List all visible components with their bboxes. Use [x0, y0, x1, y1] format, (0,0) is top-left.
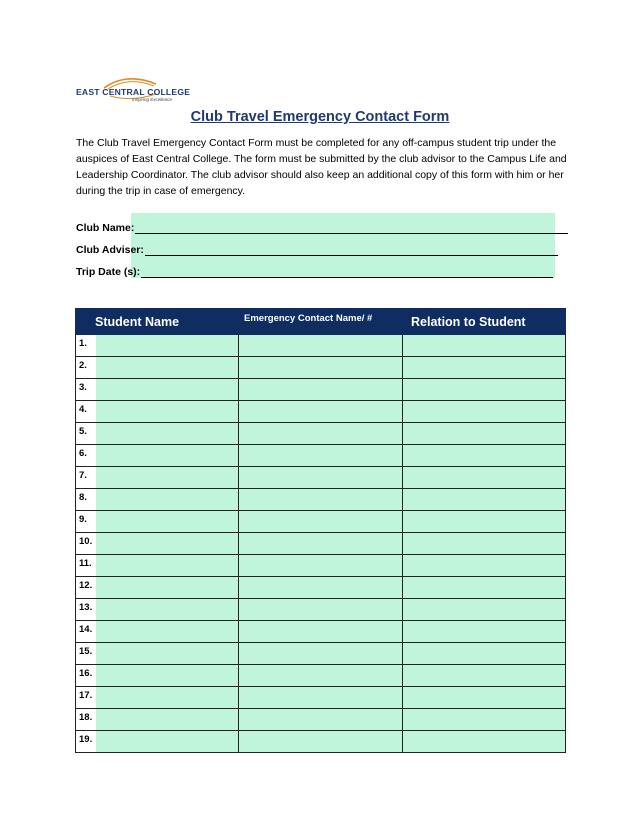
table-row: [76, 621, 565, 643]
relation-cell[interactable]: [403, 533, 565, 554]
student-name-cell[interactable]: [76, 731, 239, 752]
row-number: 5.: [76, 423, 96, 444]
table-row: [76, 533, 565, 555]
emergency-contact-cell[interactable]: [239, 445, 403, 466]
student-name-cell[interactable]: [76, 643, 239, 664]
student-name-input[interactable]: [96, 423, 238, 444]
table-row: [76, 731, 565, 753]
student-name-input[interactable]: [96, 643, 238, 664]
student-name-input[interactable]: [96, 335, 238, 356]
relation-cell[interactable]: [403, 731, 565, 752]
row-number: 6.: [76, 445, 96, 466]
table-row: [76, 687, 565, 709]
student-name-input[interactable]: [96, 401, 238, 422]
student-name-input[interactable]: [96, 621, 238, 642]
relation-cell[interactable]: [403, 335, 565, 356]
emergency-contact-cell[interactable]: [239, 335, 403, 356]
student-name-input[interactable]: [96, 709, 238, 730]
student-name-input[interactable]: [96, 511, 238, 532]
row-number: 7.: [76, 467, 96, 488]
row-number: 18.: [76, 709, 96, 730]
student-name-input[interactable]: [96, 357, 238, 378]
row-number: 3.: [76, 379, 96, 400]
relation-cell[interactable]: [403, 401, 565, 422]
row-number: 15.: [76, 643, 96, 664]
emergency-contact-cell[interactable]: [239, 731, 403, 752]
emergency-contact-cell[interactable]: [239, 555, 403, 576]
emergency-contact-cell[interactable]: [239, 709, 403, 730]
student-name-input[interactable]: [96, 665, 238, 686]
table-row: [76, 555, 565, 577]
contact-table: [75, 308, 566, 753]
form-title: Club Travel Emergency Contact Form: [190, 109, 450, 125]
table-row: [76, 401, 565, 423]
table-row: [76, 665, 565, 687]
student-name-cell[interactable]: [76, 577, 239, 598]
table-row: [76, 709, 565, 731]
student-name-cell[interactable]: [76, 401, 239, 422]
row-number: 11.: [76, 555, 96, 576]
emergency-contact-cell[interactable]: [239, 665, 403, 686]
emergency-contact-cell[interactable]: [239, 621, 403, 642]
emergency-contact-cell[interactable]: [239, 577, 403, 598]
student-name-input[interactable]: [96, 533, 238, 554]
student-name-cell[interactable]: [76, 423, 239, 444]
emergency-contact-cell[interactable]: [239, 379, 403, 400]
relation-cell[interactable]: [403, 423, 565, 444]
relation-cell[interactable]: [403, 511, 565, 532]
student-name-cell[interactable]: [76, 335, 239, 356]
emergency-contact-cell[interactable]: [239, 643, 403, 664]
student-name-cell[interactable]: [76, 357, 239, 378]
table-row: [76, 357, 565, 379]
row-number: 2.: [76, 357, 96, 378]
student-name-cell[interactable]: [76, 621, 239, 642]
club-adviser-line[interactable]: [145, 244, 558, 256]
emergency-contact-cell[interactable]: [239, 467, 403, 488]
relation-cell[interactable]: [403, 709, 565, 730]
row-number: 12.: [76, 577, 96, 598]
student-name-input[interactable]: [96, 577, 238, 598]
student-name-cell[interactable]: [76, 467, 239, 488]
student-name-input[interactable]: [96, 379, 238, 400]
intro-paragraph: The Club Travel Emergency Contact Form must be completed for any off-campus student trip under the auspices of East Central College. The form must be submitted by the club advisor to the Campus Life and Leadership Coordinator. The club advisor should also keep an additional copy of this form with him or her during the trip in case of emergency.: [76, 137, 567, 197]
row-number: 9.: [76, 511, 96, 532]
logo-tagline: Inspiring Excellence: [132, 97, 173, 102]
student-name-cell[interactable]: [76, 665, 239, 686]
emergency-contact-cell[interactable]: [239, 489, 403, 510]
student-name-cell[interactable]: [76, 489, 239, 510]
trip-date-field[interactable]: [76, 266, 553, 278]
relation-cell[interactable]: [403, 643, 565, 664]
student-name-cell[interactable]: [76, 709, 239, 730]
table-row: [76, 489, 565, 511]
club-name-label: Club Name:: [76, 222, 135, 234]
header-relation: Relation to Student: [411, 314, 526, 329]
emergency-contact-cell[interactable]: [239, 401, 403, 422]
relation-cell[interactable]: [403, 665, 565, 686]
row-number: 13.: [76, 599, 96, 620]
relation-cell[interactable]: [403, 379, 565, 400]
emergency-contact-cell[interactable]: [239, 533, 403, 554]
row-number: 16.: [76, 665, 96, 686]
relation-cell[interactable]: [403, 357, 565, 378]
relation-cell[interactable]: [403, 621, 565, 642]
header-emergency-contact: Emergency Contact Name/ #: [244, 313, 373, 324]
logo-name: EAST CENTRAL COLLEGE: [76, 87, 191, 97]
club-name-field[interactable]: [76, 222, 568, 234]
relation-cell[interactable]: [403, 445, 565, 466]
college-logo: [74, 74, 190, 106]
student-name-input[interactable]: [96, 555, 238, 576]
table-row: [76, 379, 565, 401]
emergency-contact-cell[interactable]: [239, 423, 403, 444]
row-number: 19.: [76, 731, 96, 752]
student-name-cell[interactable]: [76, 445, 239, 466]
club-adviser-label: Club Adviser:: [76, 244, 144, 256]
trip-date-line[interactable]: [141, 266, 553, 278]
student-name-cell[interactable]: [76, 511, 239, 532]
emergency-contact-cell[interactable]: [239, 599, 403, 620]
table-row: [76, 335, 565, 357]
table-row: [76, 467, 565, 489]
row-number: 10.: [76, 533, 96, 554]
student-name-cell[interactable]: [76, 687, 239, 708]
relation-cell[interactable]: [403, 555, 565, 576]
table-row: [76, 445, 565, 467]
row-number: 17.: [76, 687, 96, 708]
emergency-contact-cell[interactable]: [239, 357, 403, 378]
row-number: 14.: [76, 621, 96, 642]
student-name-cell[interactable]: [76, 555, 239, 576]
student-name-input[interactable]: [96, 687, 238, 708]
student-name-cell[interactable]: [76, 533, 239, 554]
student-name-input[interactable]: [96, 731, 238, 752]
table-row: [76, 511, 565, 533]
emergency-contact-cell[interactable]: [239, 687, 403, 708]
row-number: 1.: [76, 335, 96, 356]
student-name-input[interactable]: [96, 489, 238, 510]
table-row: [76, 599, 565, 621]
relation-cell[interactable]: [403, 489, 565, 510]
table-body: [75, 335, 566, 753]
table-row: [76, 423, 565, 445]
relation-cell[interactable]: [403, 687, 565, 708]
row-number: 4.: [76, 401, 96, 422]
student-name-cell[interactable]: [76, 379, 239, 400]
club-adviser-field[interactable]: [76, 244, 558, 256]
club-name-line[interactable]: [135, 222, 568, 234]
student-name-input[interactable]: [96, 599, 238, 620]
table-row: [76, 643, 565, 665]
relation-cell[interactable]: [403, 599, 565, 620]
relation-cell[interactable]: [403, 467, 565, 488]
student-name-input[interactable]: [96, 445, 238, 466]
row-number: 8.: [76, 489, 96, 510]
header-student-name: Student Name: [95, 314, 180, 329]
table-row: [76, 577, 565, 599]
trip-date-label: Trip Date (s):: [76, 266, 141, 278]
student-name-cell[interactable]: [76, 599, 239, 620]
table-header: [75, 308, 566, 335]
student-name-input[interactable]: [96, 467, 238, 488]
emergency-contact-cell[interactable]: [239, 511, 403, 532]
relation-cell[interactable]: [403, 577, 565, 598]
